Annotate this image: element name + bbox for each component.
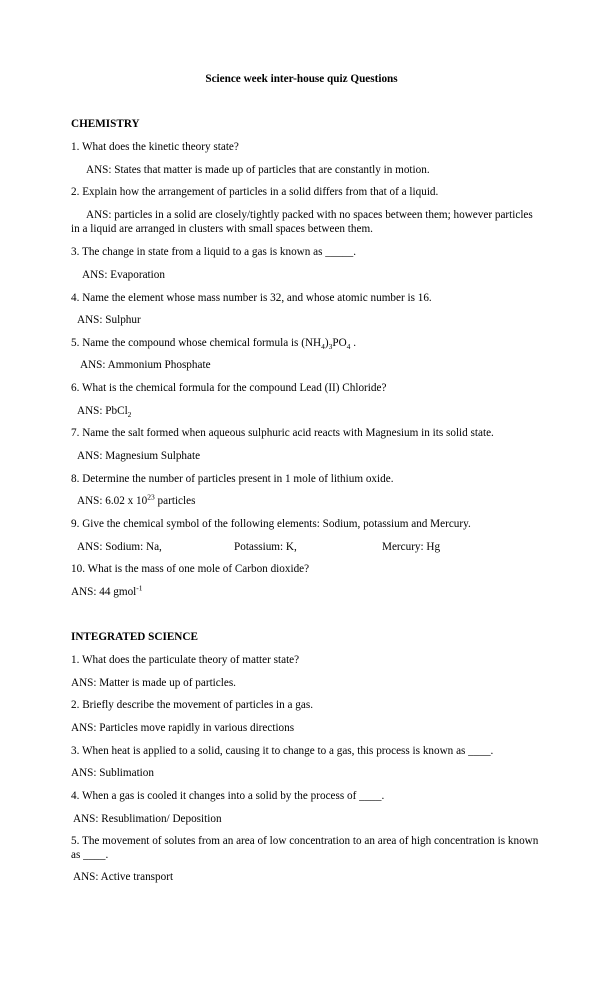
is-question-3: 3. When heat is applied to a solid, causing it to change to a gas, this process is known as ____. [71,745,494,757]
chem-question-8: 8. Determine the number of particles present in 1 mole of lithium oxide. [71,473,394,485]
chem-question-6: 6. What is the chemical formula for the compound Lead (II) Chloride? [71,382,387,394]
chem-answer-2: ANS: particles in a solid are closely/tightly packed with no spaces between them; however particles in a liquid are arranged in clusters with small spaces between them. [71,209,533,235]
document-title: Science week inter-house quiz Questions [205,73,398,85]
chem-answer-7: ANS: Magnesium Sulphate [77,450,201,462]
chem-answer-9-mercury: Mercury: Hg [382,541,441,553]
is-answer-5: ANS: Active transport [73,871,174,883]
is-question-2: 2. Briefly describe the movement of particles in a gas. [71,699,314,711]
chem-answer-9-sodium: ANS: Sodium: Na, [77,541,162,553]
chem-question-3: 3. The change in state from a liquid to a gas is known as _____. [71,246,357,258]
chem-answer-4: ANS: Sulphur [77,314,141,326]
is-question-5: 5. The movement of solutes from an area of low concentration to an area of high concentration is known as ____. [71,835,539,861]
chem-question-4: 4. Name the element whose mass number is 32, and whose atomic number is 16. [71,292,432,304]
chem-answer-3: ANS: Evaporation [82,269,165,281]
chem-answer-10: ANS: 44 gmol$^{-1}$ [71,583,143,598]
chem-answer-5: ANS: Ammonium Phosphate [80,359,211,371]
is-answer-1: ANS: Matter is made up of particles. [71,677,236,689]
chemistry-heading: CHEMISTRY [71,118,140,130]
chem-question-5: 5. Name the compound whose chemical formula is $(NH_4)_3PO_4$ . [71,337,356,352]
is-answer-3: ANS: Sublimation [71,767,154,779]
is-question-4: 4. When a gas is cooled it changes into a solid by the process of ____. [71,790,385,802]
chem-question-9: 9. Give the chemical symbol of the following elements: Sodium, potassium and Mercury. [71,518,471,530]
chem-question-10: 10. What is the mass of one mole of Carbon dioxide? [71,563,310,575]
chem-answer-9-potassium: Potassium: K, [234,541,297,553]
chem-answer-1: ANS: States that matter is made up of particles that are constantly in motion. [86,164,430,176]
chem-question-7: 7. Name the salt formed when aqueous sulphuric acid reacts with Magnesium in its solid state. [71,427,494,439]
integrated-science-heading: INTEGRATED SCIENCE [71,631,198,643]
chem-answer-6: ANS: PbCl$_2$ [77,405,132,420]
chem-question-2: 2. Explain how the arrangement of particles in a solid differs from that of a liquid. [71,186,439,198]
is-question-1: 1. What does the particulate theory of matter state? [71,654,300,666]
is-answer-4: ANS: Resublimation/ Deposition [73,813,222,825]
is-answer-2: ANS: Particles move rapidly in various directions [71,722,295,734]
chem-answer-8: ANS: 6.02 x $10^{23}$ particles [77,492,196,507]
chem-question-1: 1. What does the kinetic theory state? [71,141,239,153]
